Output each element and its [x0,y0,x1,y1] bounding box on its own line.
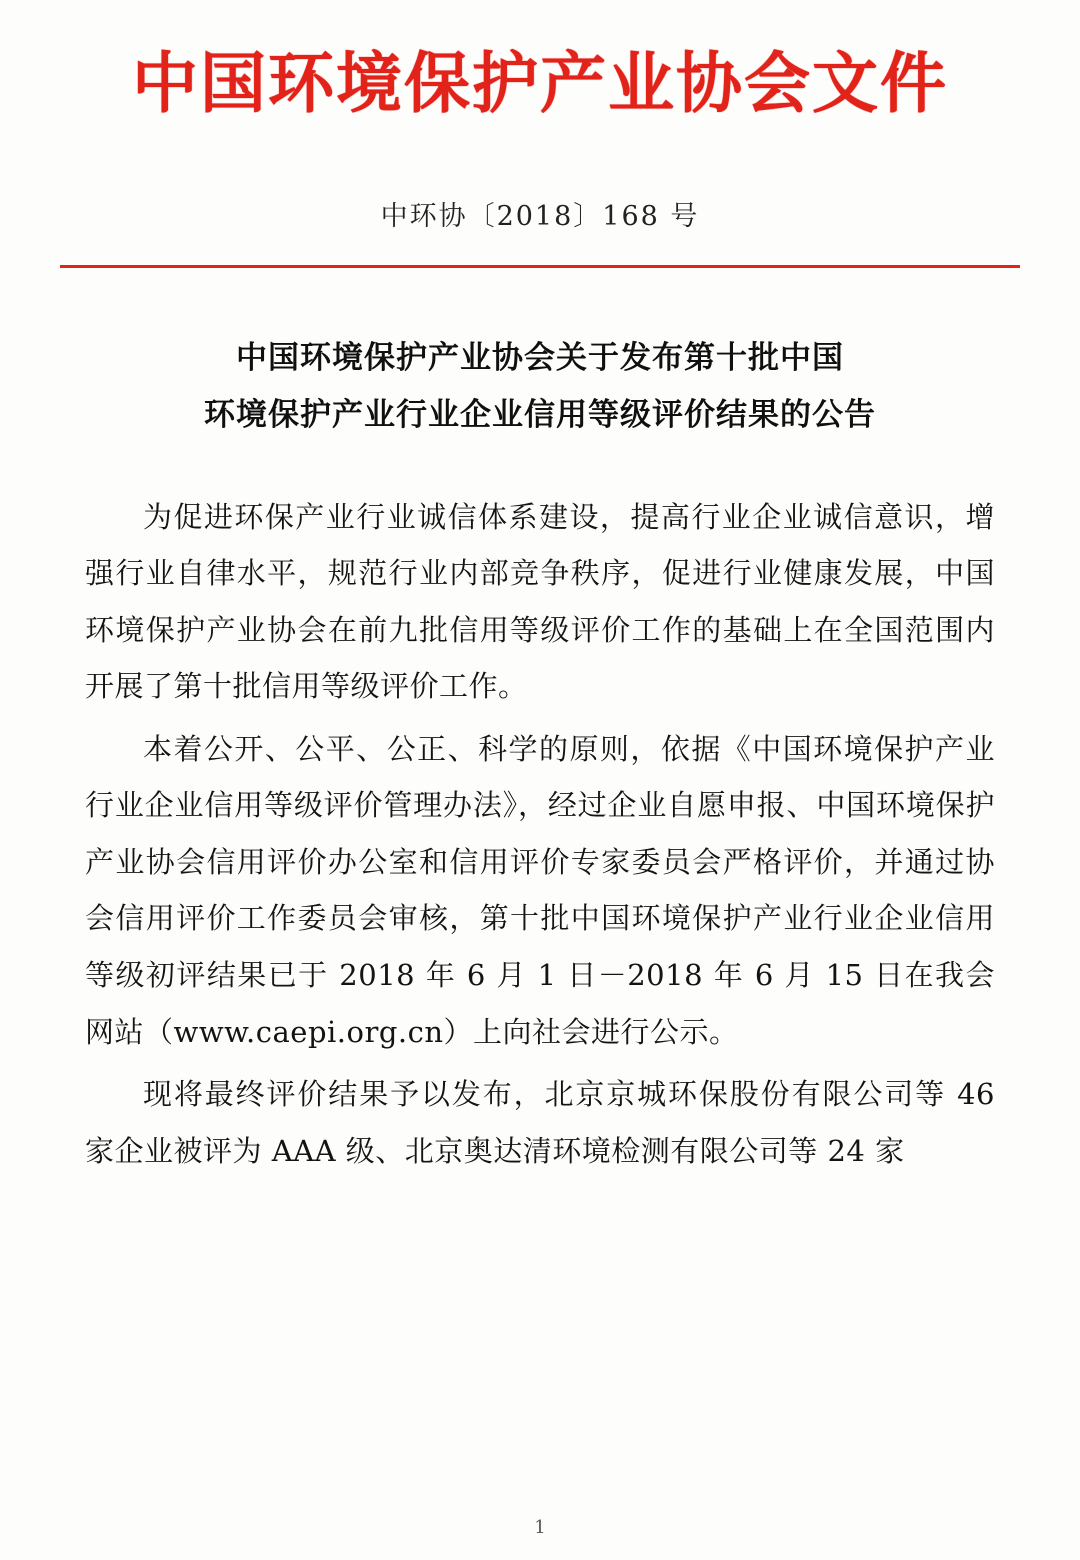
organization-title: 中国环境保护产业协会文件 [132,44,948,122]
body-paragraph: 本着公开、公平、公正、科学的原则，依据《中国环境保护产业行业企业信用等级评价管理办法》，经过企业自愿申报、中国环境保护产业协会信用评价办公室和信用评价专家委员会严格评价，并通过协会信用评价工作委员会审核，第十批中国环境保护产业行业企业信用等级初评结果已于 2018 年 6 月 1 日－2018 年 6 月 15 日在我会网站（www.caepi.org.cn）上向社会进行公示。 [85,731,995,1049]
page-number: 1 [534,1517,546,1538]
page-title-line-2: 环境保护产业行业企业信用等级评价结果的公告 [204,397,876,434]
document-body [85,489,995,1180]
page-title [120,330,960,445]
masthead [0,0,1080,122]
document-number: 中环协〔2018〕168 号 [380,200,700,232]
body-paragraph: 为促进环保产业行业诚信体系建设，提高行业企业诚信意识，增强行业自律水平，规范行业内部竞争秩序，促进行业健康发展，中国环境保护产业协会在前九批信用等级评价工作的基础上在全国范围内开展了第十批信用等级评价工作。 [85,499,995,704]
red-divider-rule [60,265,1020,268]
page-title-line-1: 中国环境保护产业协会关于发布第十批中国 [236,339,844,376]
body-paragraph: 现将最终评价结果予以发布，北京京城环保股份有限公司等 46 家企业被评为 AAA 级、北京奥达清环境检测有限公司等 24 家 [85,1077,995,1168]
